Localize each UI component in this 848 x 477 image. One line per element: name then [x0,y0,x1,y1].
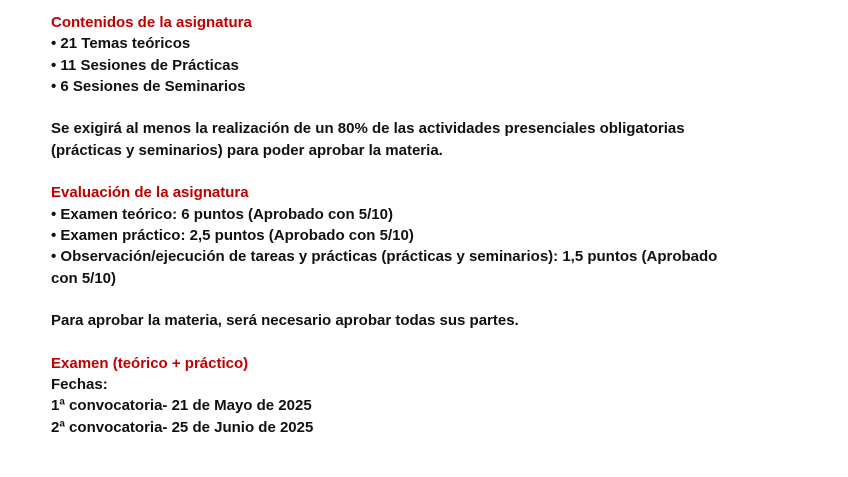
evaluacion-section [51,182,811,288]
contenidos-section [51,12,811,97]
evaluacion-item-practico: • Examen práctico: 2,5 puntos (Aprobado con 5/10) [51,226,414,244]
spacer [51,97,811,118]
requisito-line-1: Se exigirá al menos la realización de un 80% de las actividades presenciales obligatorias [51,120,685,138]
examen-section [51,353,811,438]
aprobar-text: Para aprobar la materia, será necesario aprobar todas sus partes. [51,312,519,330]
convocatoria-2: 2ª convocatoria- 25 de Junio de 2025 [51,418,314,436]
examen-heading: Examen (teórico + práctico) [51,354,249,372]
evaluacion-item-observacion-line-2: con 5/10) [51,269,117,287]
requisito-line-2: (prácticas y seminarios) para poder aprobar la materia. [51,141,443,159]
contenidos-item-temas: • 21 Temas teóricos [51,35,191,53]
fechas-label: Fechas: [51,376,108,394]
evaluacion-item-teorico: • Examen teórico: 6 puntos (Aprobado con 5/10) [51,205,393,223]
contenidos-heading: Contenidos de la asignatura [51,14,252,31]
spacer [51,289,811,310]
slide-content [51,12,811,438]
aprobar-section [51,310,811,331]
spacer [51,331,811,352]
spacer [51,161,811,182]
evaluacion-heading: Evaluación de la asignatura [51,184,249,202]
convocatoria-1: 1ª convocatoria- 21 de Mayo de 2025 [51,397,312,415]
requisito-section [51,118,811,161]
evaluacion-item-observacion-line-1: • Observación/ejecución de tareas y prácticas (prácticas y seminarios): 1,5 puntos (Aprobado [51,248,718,266]
contenidos-item-practicas: • 11 Sesiones de Prácticas [51,56,239,74]
contenidos-item-seminarios: • 6 Sesiones de Seminarios [51,77,246,95]
